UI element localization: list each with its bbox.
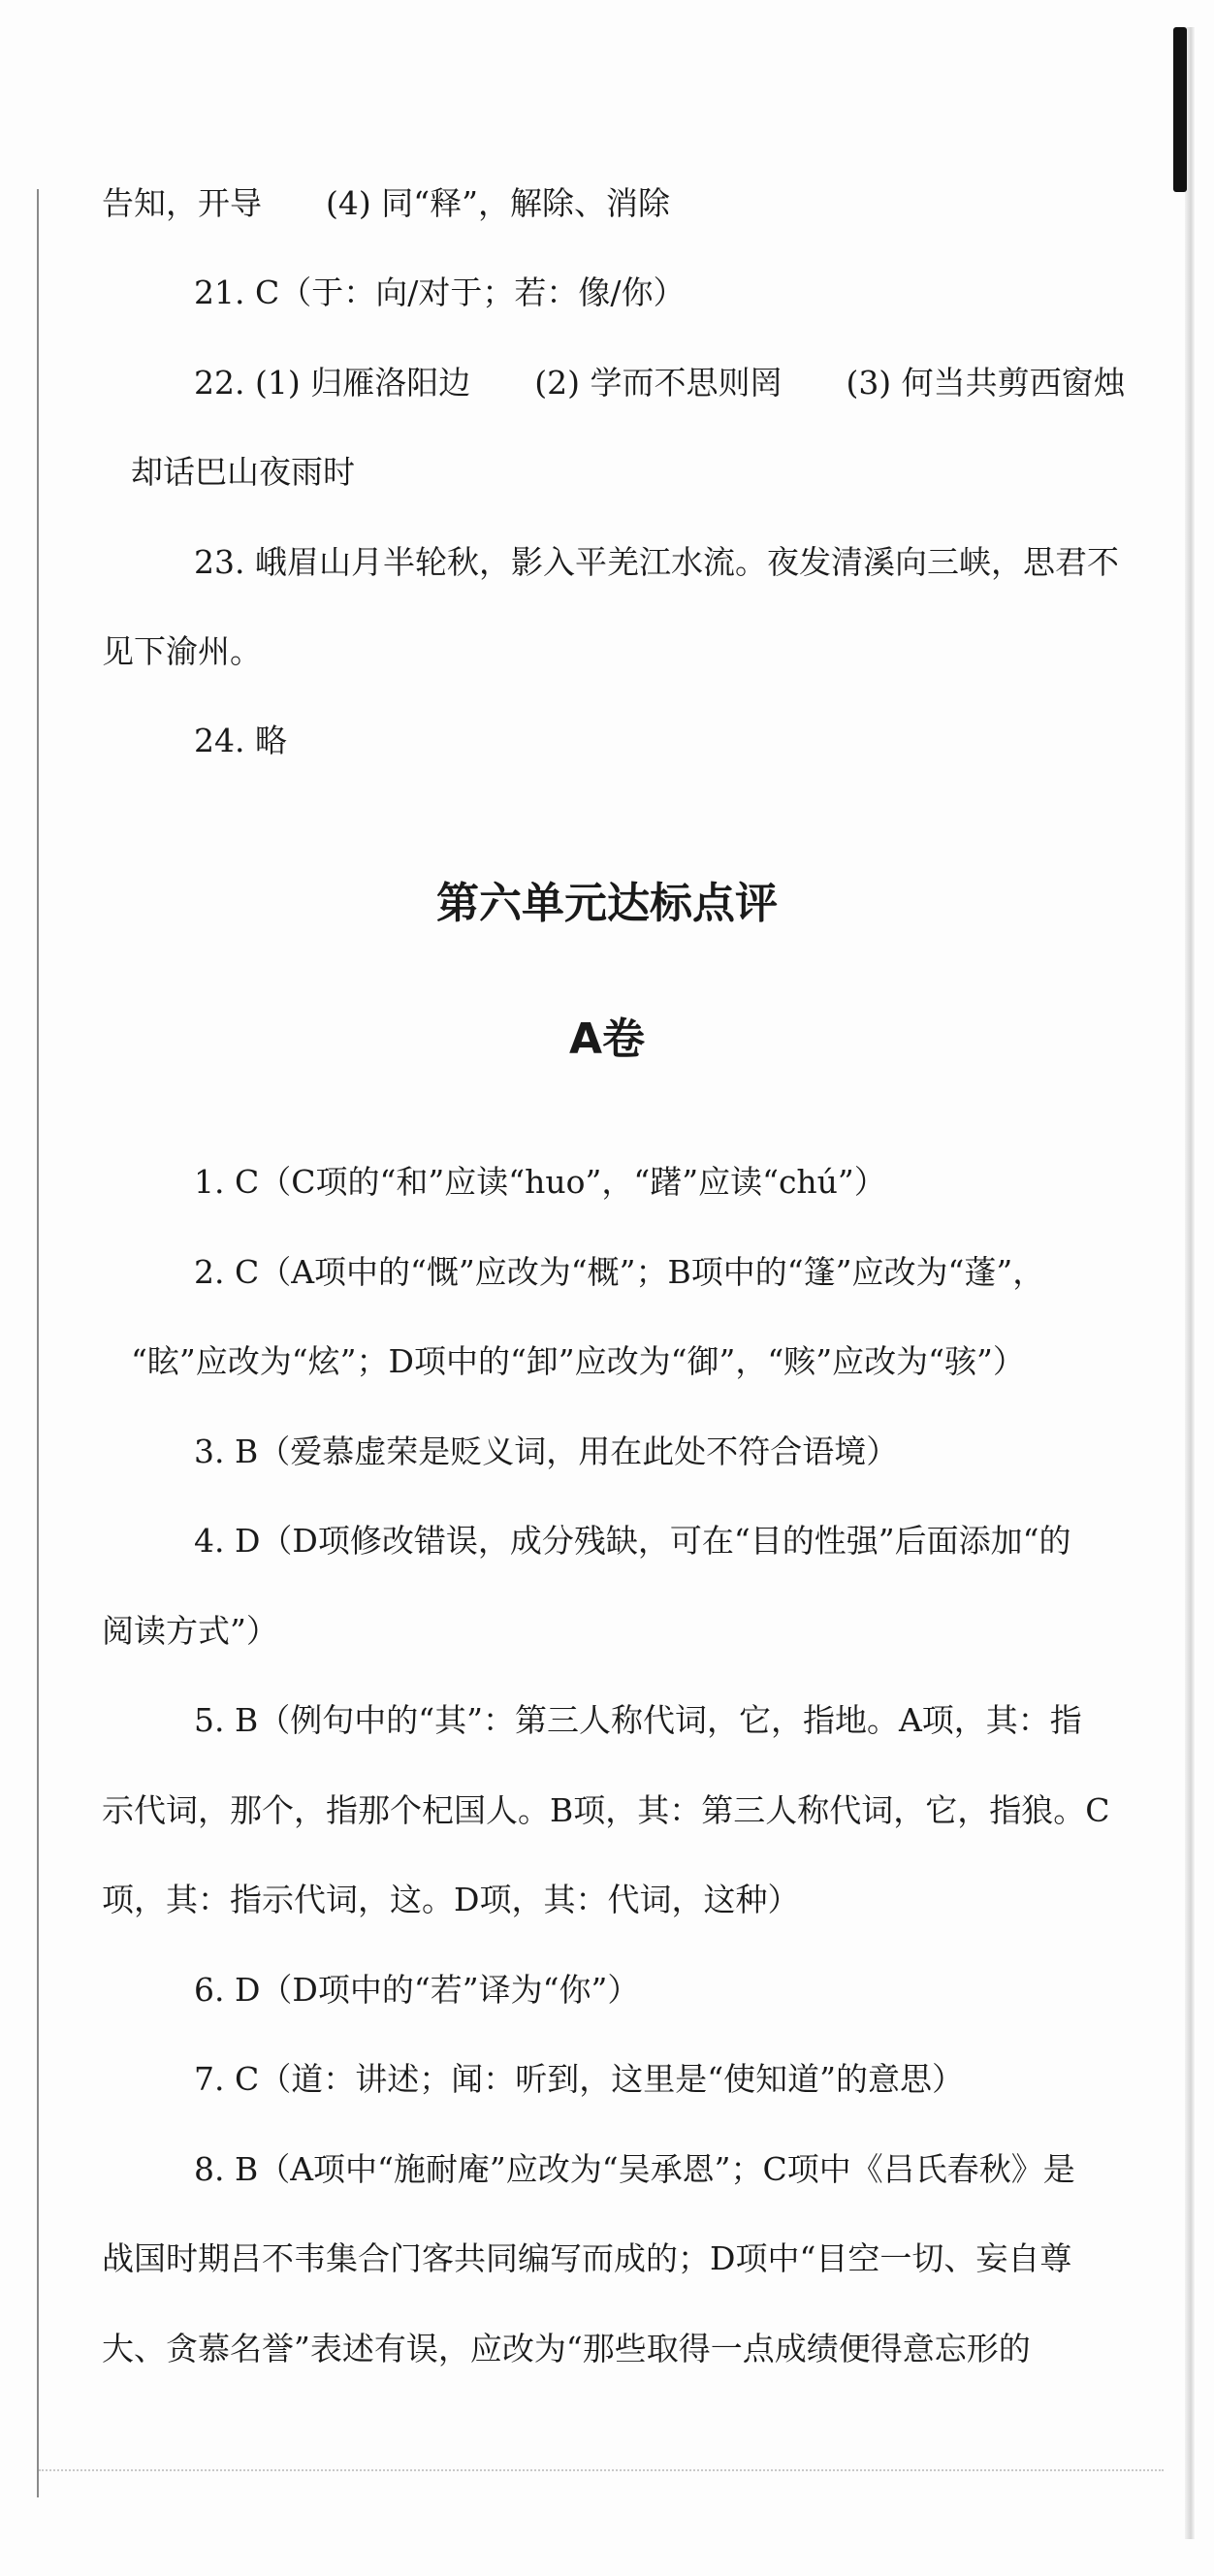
subsection-title: A卷	[568, 1014, 646, 1064]
text-line: 项，其：指示代词，这。D项，其：代词，这种）	[102, 1881, 800, 1918]
text-line: “眩”应改为“炫”；D项中的“卸”应改为“御”，“赅”应改为“骇”）	[131, 1342, 1025, 1380]
text-line: 阅读方式”）	[102, 1612, 278, 1650]
text-line: 大、贪慕名誉”表述有误，应改为“那些取得一点成绩便得意忘形的	[102, 2330, 1031, 2367]
text-line: 却话巴山夜雨时	[131, 453, 355, 491]
answer-4: 4. D（D项修改错误，成分残缺，可在“目的性强”后面添加“的	[194, 1522, 1071, 1560]
page-edge-dark-strip	[1173, 27, 1187, 192]
text-line: 战国时期吕不韦集合门客共同编写而成的；D项中“目空一切、妄自尊	[102, 2239, 1072, 2277]
answer-8: 8. B（A项中“施耐庵”应改为“吴承恩”；C项中《吕氏春秋》是	[194, 2150, 1075, 2188]
answer-21: 21. C（于：向/对于；若：像/你）	[194, 274, 686, 311]
answer-3: 3. B（爱慕虚荣是贬义词，用在此处不符合语境）	[194, 1433, 899, 1470]
text-line: 示代词，那个，指那个杞国人。B项，其：第三人称代词，它，指狼。C	[102, 1791, 1110, 1829]
text-line: 见下渝州。	[102, 632, 262, 670]
answer-2: 2. C（A项中的“慨”应改为“概”；B项中的“篷”应改为“蓬”，	[194, 1253, 1045, 1291]
answer-6: 6. D（D项中的“若”译为“你”）	[194, 1971, 640, 2009]
answer-5: 5. B（例句中的“其”：第三人称代词，它，指地。A项，其：指	[194, 1701, 1082, 1739]
left-margin-rule	[37, 189, 39, 2497]
answer-24: 24. 略	[194, 722, 287, 759]
page-edge-shadow	[1185, 27, 1195, 2539]
text-line: 告知，开导 (4) 同“释”，解除、消除	[102, 184, 670, 222]
answer-22: 22. (1) 归雁洛阳边 (2) 学而不思则罔 (3) 何当共剪西窗烛	[194, 364, 1126, 402]
footer-dotted-rule	[39, 2469, 1164, 2471]
section-title: 第六单元达标点评	[436, 879, 778, 928]
answer-1: 1. C（C项的“和”应读“huo”，“躇”应读“chú”）	[194, 1163, 886, 1201]
answer-23: 23. 峨眉山月半轮秋，影入平羌江水流。夜发清溪向三峡，思君不	[194, 543, 1119, 581]
answer-7: 7. C（道：讲述；闻：听到，这里是“使知道”的意思）	[194, 2060, 964, 2098]
